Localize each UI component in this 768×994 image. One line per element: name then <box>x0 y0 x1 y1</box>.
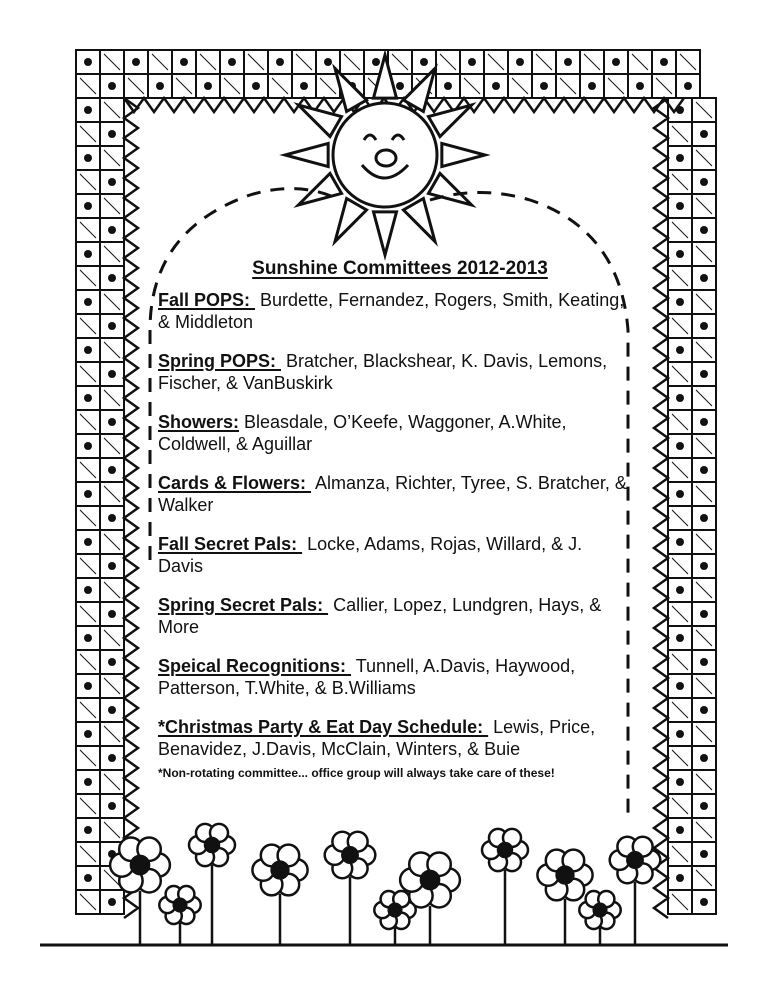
committee-entry <box>158 533 628 577</box>
committee-entry <box>158 350 628 394</box>
committee-members: Bleasdale, O’Keefe, Waggoner, A.White, Coldwell, & Aguillar <box>158 412 567 454</box>
committee-label: Speical Recognitions: <box>158 656 352 676</box>
committee-members: Tunnell, A.Davis, Haywood, Patterson, T.White, & B.Williams <box>158 656 576 698</box>
committee-entry <box>158 655 628 699</box>
committee-label: Fall Secret Pals: <box>158 534 303 554</box>
committee-label: Fall POPS: <box>158 290 256 310</box>
committee-entry <box>158 472 628 516</box>
committee-entry <box>158 594 628 638</box>
committee-members: Locke, Adams, Rojas, Willard, & J. Davis <box>158 534 583 576</box>
committee-entry <box>158 716 628 760</box>
committee-members: Callier, Lopez, Lundgren, Hays, & More <box>158 595 602 637</box>
committee-label: Cards & Flowers: <box>158 473 312 493</box>
committee-sections <box>158 289 628 760</box>
committee-label: Spring Secret Pals: <box>158 595 329 615</box>
sun-nose <box>376 150 396 166</box>
committee-members: Bratcher, Blackshear, K. Davis, Lemons, Fischer, & VanBuskirk <box>158 351 608 393</box>
committee-list <box>158 258 628 780</box>
committee-members: Lewis, Price, Benavidez, J.Davis, McClain, Winters, & Buie <box>158 717 596 759</box>
footnote: *Non-rotating committee... office group will always take care of these! <box>158 766 555 780</box>
committee-entry <box>158 411 628 455</box>
committee-label: Spring POPS: <box>158 351 282 371</box>
committee-members: Burdette, Fernandez, Rogers, Smith, Keating, & Middleton <box>158 290 625 332</box>
page-title: Sunshine Committees 2012-2013 <box>252 258 548 279</box>
committee-entry <box>158 289 628 333</box>
flower-garden <box>110 824 660 945</box>
committee-members: Almanza, Richter, Tyree, S. Bratcher, & Walker <box>158 473 627 515</box>
committee-label: Showers: <box>158 412 240 432</box>
committee-label: *Christmas Party & Eat Day Schedule: <box>158 717 489 737</box>
